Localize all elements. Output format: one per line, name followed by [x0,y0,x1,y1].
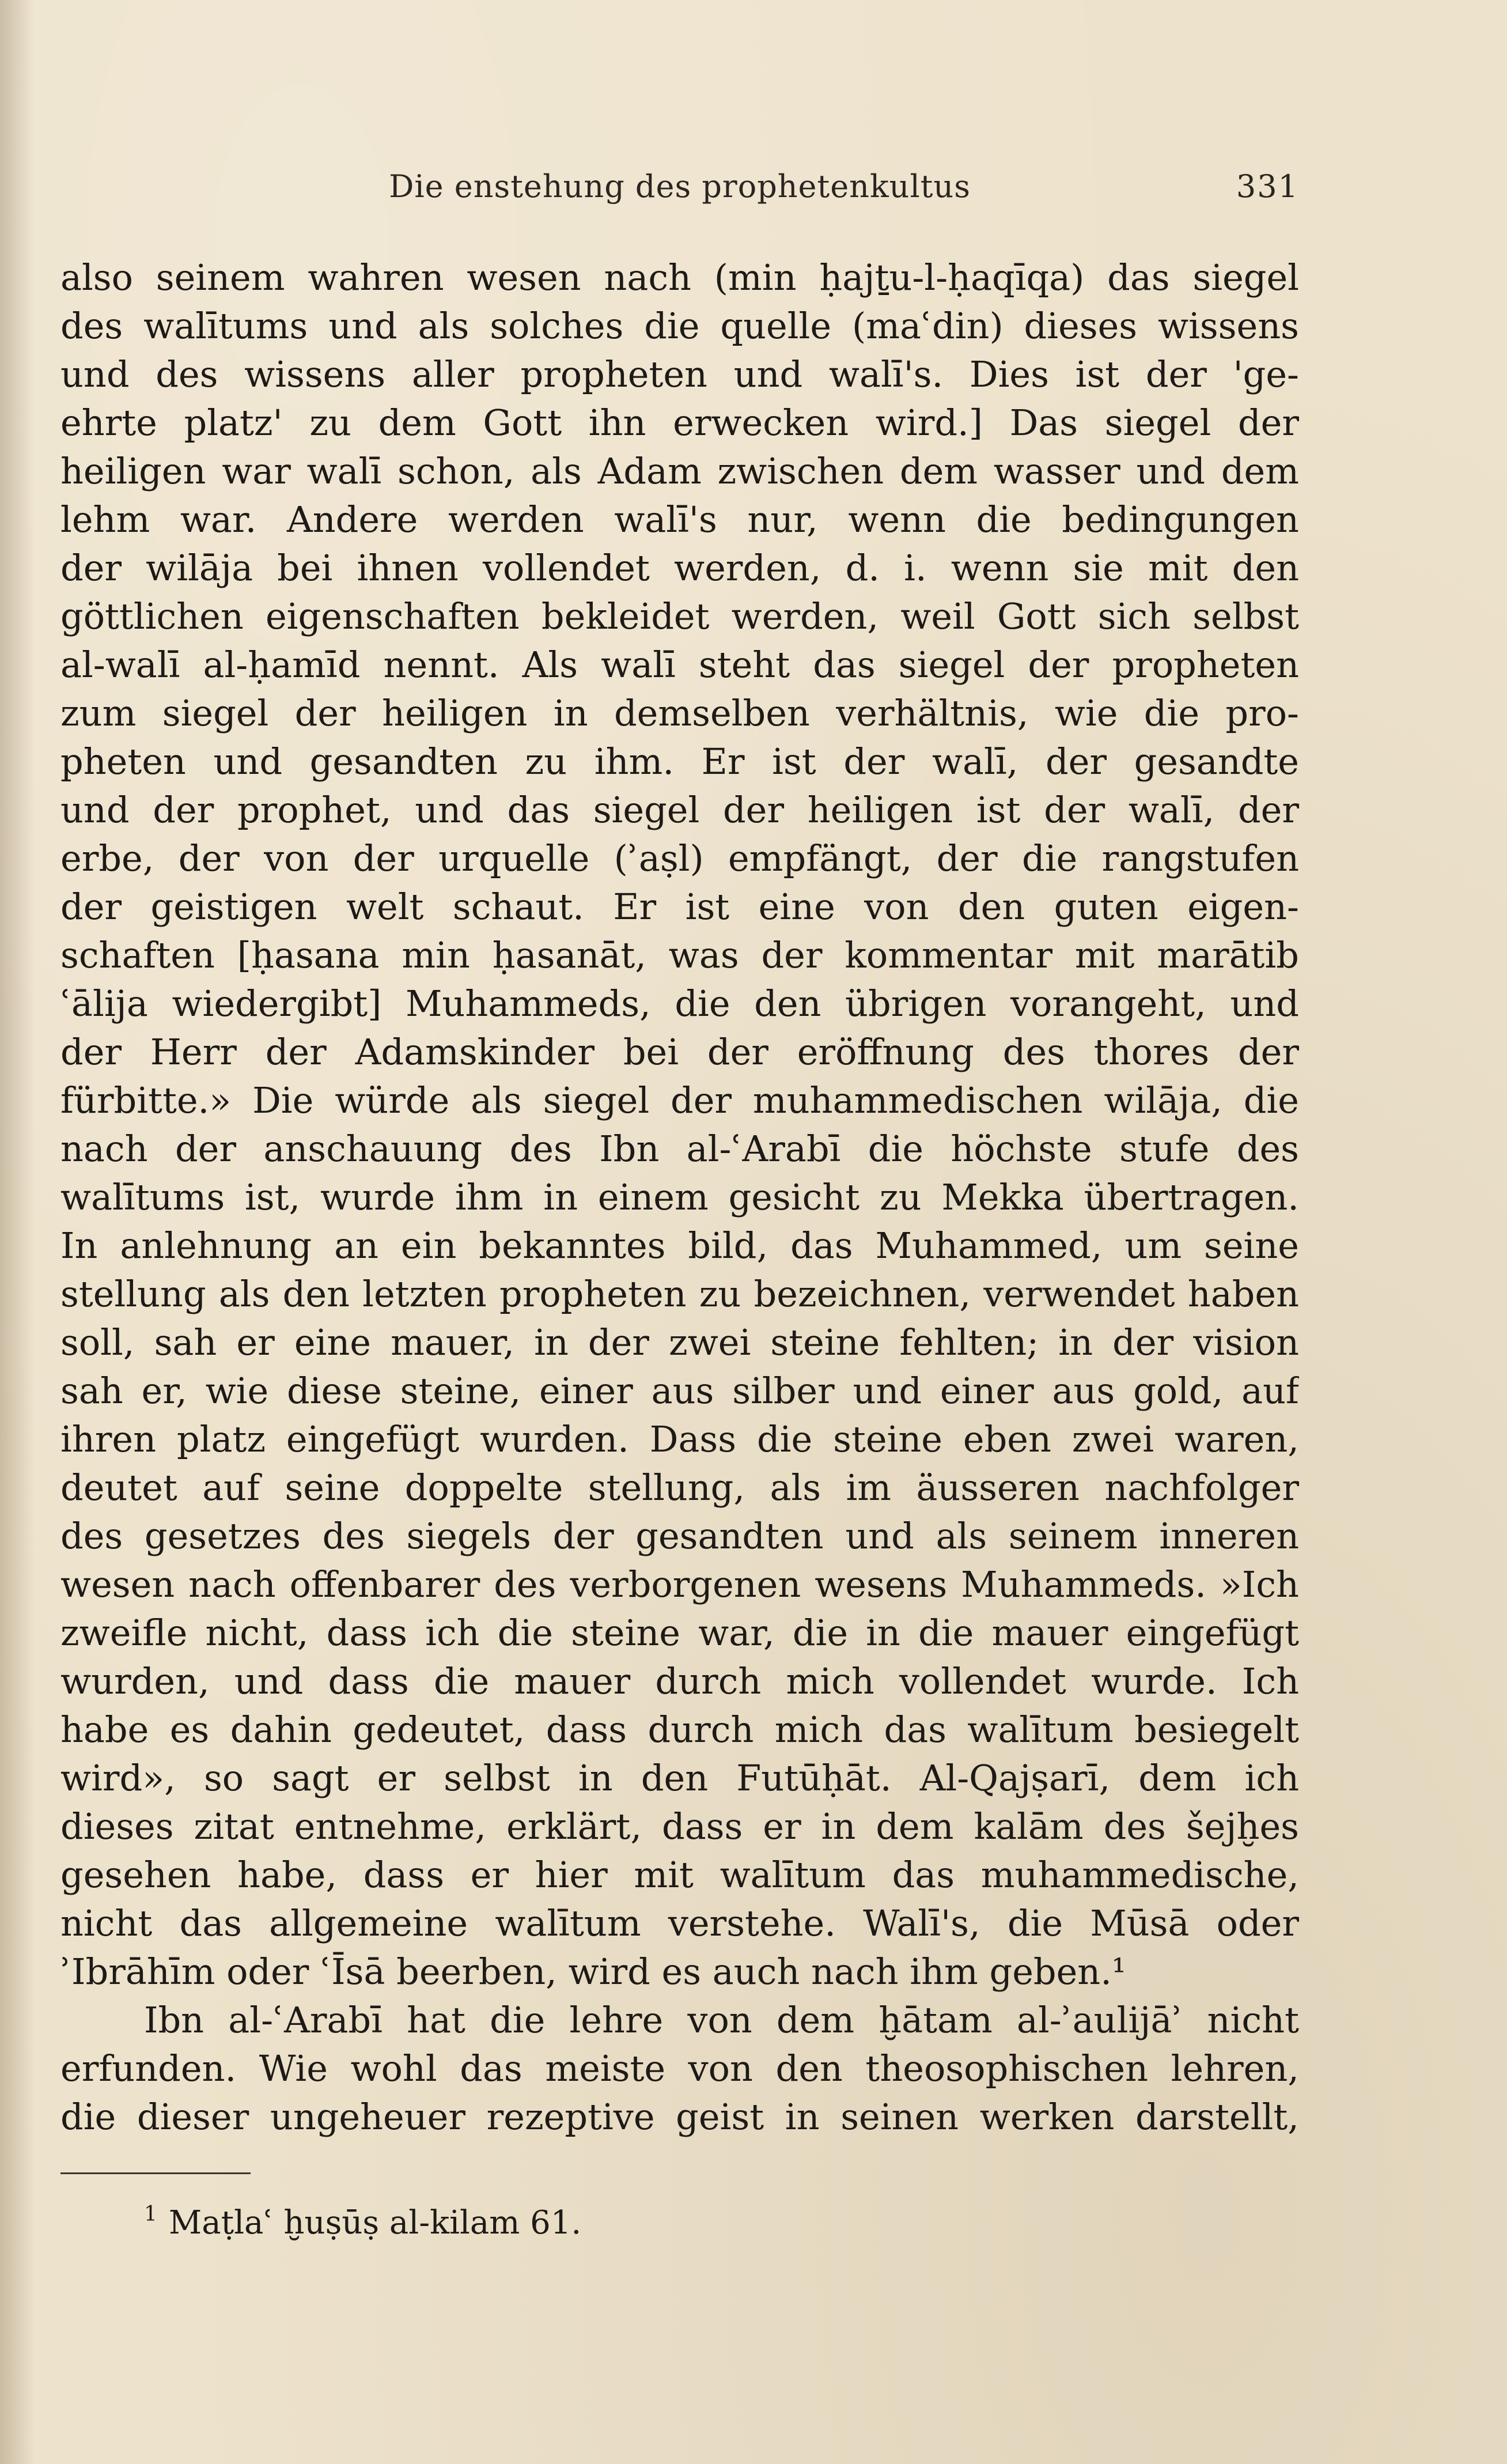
text-line: die dieser ungeheuer rezeptive geist in seinen werken darstellt, [60,2096,1299,2138]
text-line: stellung als den letzten propheten zu bezeichnen, verwendet haben [60,1273,1299,1315]
text-line: heiligen war walī schon, als Adam zwischen dem wasser und dem [60,450,1299,492]
text-line: deutet auf seine doppelte stellung, als im äusseren nachfolger [60,1467,1299,1509]
text-line: fürbitte.» Die würde als siegel der muhammedischen wilāja, die [60,1079,1299,1121]
text-line: soll, sah er eine mauer, in der zwei steine fehlten; in der vision [60,1321,1299,1363]
text-line: dieses zitat entnehme, erklärt, dass er in dem kalām des šejḫes [60,1805,1299,1847]
running-title: Die enstehung des prophetenkultus [389,168,971,205]
page-number: 331 [1236,168,1299,205]
text-line: nach der anschauung des Ibn al-ʿArabī die höchste stufe des [60,1128,1299,1170]
text-line: al-walī al-ḥamīd nennt. Als walī steht das siegel der propheten [60,644,1299,686]
text-line: also seinem wahren wesen nach (min ḥajṯu-l-ḥaqīqa) das siegel [60,256,1299,298]
text-line: zweifle nicht, dass ich die steine war, die in die mauer eingefügt [60,1612,1299,1654]
footnote-rule [60,2172,251,2174]
text-line: der Herr der Adamskinder bei der eröffnung des thores der [60,1031,1299,1073]
text-line: walītums ist, wurde ihm in einem gesicht zu Mekka übertragen. [60,1176,1299,1218]
text-line: ʿālija wiedergibt] Muhammeds, die den übrigen vorangeht, und [60,982,1299,1025]
text-line: und des wissens aller propheten und walī's. Dies ist der 'ge- [60,353,1299,395]
footnote-marker: 1 [144,2202,157,2226]
text-line: lehm war. Andere werden walī's nur, wenn die bedingungen [60,498,1299,541]
body-text [60,254,1299,2141]
text-line: des gesetzes des siegels der gesandten und als seinem inneren [60,1515,1299,1557]
text-line: der geistigen welt schaut. Er ist eine von den guten eigen- [60,886,1299,928]
footnote-text: Maṭlaʿ ḫuṣūṣ al-kilam 61. [168,2204,582,2242]
paragraph-start-line: Ibn al-ʿArabī hat die lehre von dem ḫātam al-ʾaulijāʾ nicht [144,1999,1299,2041]
running-head [60,168,1299,214]
text-line: habe es dahin gedeutet, dass durch mich das walītum besiegelt [60,1709,1299,1751]
text-line: erbe, der von der urquelle (ʾaṣl) empfängt, der die rangstufen [60,837,1299,879]
footnote [144,2202,581,2242]
text-line: zum siegel der heiligen in demselben verhältnis, wie die pro- [60,692,1299,734]
text-line: und der prophet, und das siegel der heiligen ist der walī, der [60,789,1299,831]
text-line: wurden, und dass die mauer durch mich vollendet wurde. Ich [60,1660,1299,1702]
text-line: schaften [ḥasana min ḥasanāt, was der kommentar mit marātib [60,934,1299,976]
text-line: des walītums und als solches die quelle (maʿdin) dieses wissens [60,305,1299,347]
text-line: ʾIbrāhīm oder ʿĪsā beerben, wird es auch nach ihm geben.¹ [60,1951,1126,1993]
text-line: In anlehnung an ein bekanntes bild, das Muhammed, um seine [60,1225,1299,1267]
text-line: pheten und gesandten zu ihm. Er ist der walī, der gesandte [60,740,1299,783]
text-line: nicht das allgemeine walītum verstehe. Walī's, die Mūsā oder [60,1902,1299,1944]
text-line: ehrte platz' zu dem Gott ihn erwecken wird.] Das siegel der [60,402,1299,444]
text-line: sah er, wie diese steine, einer aus silber und einer aus gold, auf [60,1370,1299,1412]
text-line: der wilāja bei ihnen vollendet werden, d. i. wenn sie mit den [60,547,1299,589]
text-line: göttlichen eigenschaften bekleidet werden, weil Gott sich selbst [60,595,1299,637]
text-line: gesehen habe, dass er hier mit walītum das muhammedische, [60,1854,1299,1896]
text-line: wesen nach offenbarer des verborgenen wesens Muhammeds. »Ich [60,1563,1299,1605]
text-line: ihren platz eingefügt wurden. Dass die steine eben zwei waren, [60,1418,1299,1460]
text-line: erfunden. Wie wohl das meiste von den theosophischen lehren, [60,2047,1299,2089]
text-line: wird», so sagt er selbst in den Futūḥāt. Al-Qajṣarī, dem ich [60,1757,1299,1799]
